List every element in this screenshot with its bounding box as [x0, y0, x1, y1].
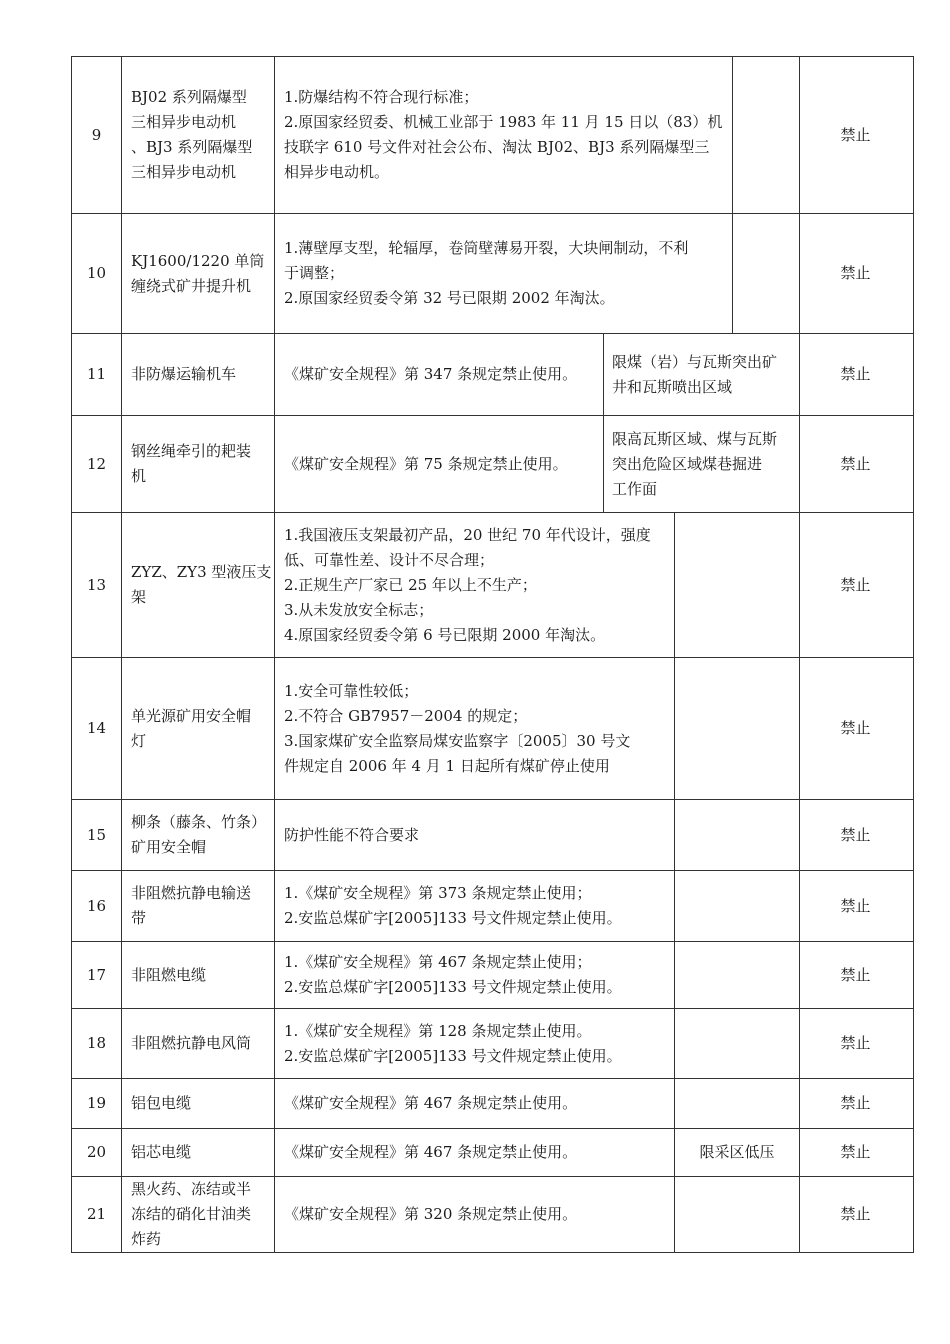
restriction-scope	[675, 942, 800, 1008]
status-label: 禁止	[840, 965, 871, 984]
status-label: 禁止	[840, 896, 871, 915]
restriction-scope	[675, 1009, 800, 1078]
ban-reason-line: 2.原国家经贸委、机械工业部于 1983 年 11 月 15 日以（83）机	[284, 113, 723, 131]
equipment-name-line: KJ1600/1220 单筒	[131, 251, 265, 270]
equipment-name-line: 冻结的硝化甘油类	[131, 1205, 252, 1223]
ban-reason	[275, 871, 675, 941]
table-row	[71, 334, 914, 416]
ban-reason-line: 1.《煤矿安全规程》第 373 条规定禁止使用；	[284, 884, 592, 902]
ban-reason-line: 3.国家煤矿安全监察局煤安监察字〔2005〕30 号文	[284, 731, 631, 750]
equipment-name-line: 三相异步电动机	[131, 163, 237, 181]
ban-reason	[275, 1009, 675, 1078]
equipment-name-line: 缠绕式矿井提升机	[131, 276, 252, 295]
ban-reason-line: 于调整；	[284, 264, 345, 282]
ban-reason-line: 2.安监总煤矿字[2005]133 号文件规定禁止使用。	[284, 1046, 622, 1065]
ban-reason	[275, 214, 733, 333]
restriction-scope	[675, 658, 800, 799]
status-label: 禁止	[840, 719, 871, 737]
equipment-name	[122, 214, 275, 333]
ban-reason-line: 《煤矿安全规程》第 467 条规定禁止使用。	[284, 1094, 578, 1112]
ban-reason	[275, 942, 675, 1008]
equipment-name	[122, 1177, 275, 1252]
row-number: 21	[72, 1177, 122, 1252]
equipment-name	[122, 800, 275, 870]
table-row	[71, 800, 914, 871]
equipment-name-line: 架	[131, 588, 147, 606]
restriction-scope	[675, 800, 800, 870]
ban-reason	[275, 334, 604, 415]
table-row	[71, 1129, 914, 1177]
ban-reason-line: 2.正规生产厂家已 25 年以上不生产；	[284, 575, 537, 594]
row-number: 14	[72, 658, 122, 799]
ban-reason	[275, 800, 675, 870]
restriction-scope	[733, 57, 800, 213]
ban-reason-line: 2.原国家经贸委令第 32 号已限期 2002 年淘汰。	[284, 289, 615, 307]
equipment-name-line: ZYZ、ZY3 型液压支	[131, 563, 272, 581]
ban-reason-line: 技联字 610 号文件对社会公布、淘汰 BJ02、BJ3 系列隔爆型三	[284, 138, 710, 156]
equipment-name	[122, 513, 275, 657]
ban-reason-line: 2.不符合 GB7957－2004 的规定；	[284, 706, 528, 725]
ban-reason	[275, 513, 675, 657]
equipment-name	[122, 658, 275, 799]
restriction-scope	[604, 334, 800, 415]
equipment-name-line: 矿用安全帽	[131, 838, 207, 856]
restriction-scope	[675, 1177, 800, 1252]
ban-reason-line: 1.《煤矿安全规程》第 128 条规定禁止使用。	[284, 1021, 592, 1040]
status-label: 禁止	[840, 825, 871, 844]
equipment-name	[122, 416, 275, 512]
equipment-name-line: 非阻燃抗静电输送	[131, 884, 252, 902]
equipment-name-line: 钢丝绳牵引的耙装	[131, 442, 252, 460]
row-number: 19	[72, 1079, 122, 1128]
equipment-name-line: 单光源矿用安全帽	[131, 706, 252, 725]
restriction-scope	[604, 416, 800, 512]
restriction-scope-line: 限采区低压	[699, 1143, 775, 1161]
table-row	[71, 658, 914, 800]
equipment-name-line: 铝包电缆	[131, 1094, 192, 1112]
ban-reason-line: 4.原国家经贸委令第 6 号已限期 2000 年淘汰。	[284, 625, 606, 644]
row-number: 12	[72, 416, 122, 512]
ban-reason-line: 3.从未发放安全标志；	[284, 600, 434, 619]
table-row	[71, 1079, 914, 1129]
ban-reason-line: 1.薄壁厚支型，轮辐厚，卷筒壁薄易开裂，大块闸制动，不利	[284, 239, 689, 257]
equipment-name-line: 非阻燃电缆	[131, 965, 207, 984]
ban-reason-line: 防护性能不符合要求	[284, 825, 420, 844]
equipment-name	[122, 334, 275, 415]
row-number: 9	[72, 57, 122, 213]
row-number: 17	[72, 942, 122, 1008]
ban-reason	[275, 1129, 675, 1176]
equipment-name-line: 灯	[131, 731, 147, 750]
status-label: 禁止	[840, 575, 871, 594]
equipment-ban-table	[71, 56, 914, 1253]
equipment-name-line: 非防爆运输机车	[131, 365, 237, 383]
status-label: 禁止	[840, 1143, 871, 1161]
status-label: 禁止	[840, 1094, 871, 1112]
equipment-name-line: 黑火药、冻结或半	[131, 1180, 252, 1198]
table-row	[71, 942, 914, 1009]
restriction-scope-line: 工作面	[612, 479, 658, 498]
status-label: 禁止	[840, 1205, 871, 1223]
ban-reason-line: 2.安监总煤矿字[2005]133 号文件规定禁止使用。	[284, 909, 622, 927]
row-number: 16	[72, 871, 122, 941]
row-number: 20	[72, 1129, 122, 1176]
table-row	[71, 214, 914, 334]
ban-reason-line: 1.《煤矿安全规程》第 467 条规定禁止使用；	[284, 953, 592, 971]
table-row	[71, 56, 914, 214]
ban-reason-line: 件规定自 2006 年 4 月 1 日起所有煤矿停止使用	[284, 756, 610, 775]
restriction-scope	[675, 1129, 800, 1176]
equipment-name-line: 非阻燃抗静电风筒	[131, 1034, 252, 1052]
row-number: 10	[72, 214, 122, 333]
equipment-name-line: 、BJ3 系列隔爆型	[131, 138, 253, 156]
ban-reason-line: 《煤矿安全规程》第 467 条规定禁止使用。	[284, 1143, 578, 1161]
ban-reason	[275, 1177, 675, 1252]
table-row	[71, 1177, 914, 1253]
ban-reason-line: 低、可靠性差、设计不尽合理；	[284, 550, 495, 569]
equipment-name	[122, 57, 275, 213]
restriction-scope-line: 限煤（岩）与瓦斯突出矿	[612, 352, 778, 371]
ban-reason-line: 1.防爆结构不符合现行标准；	[284, 88, 479, 106]
restriction-scope-line: 限高瓦斯区域、煤与瓦斯	[612, 429, 778, 448]
equipment-name-line: 炸药	[131, 1230, 162, 1248]
ban-reason-line: 1.我国液压支架最初产品，20 世纪 70 年代设计，强度	[284, 525, 651, 544]
status-label: 禁止	[840, 264, 871, 282]
equipment-name-line: 机	[131, 467, 147, 485]
row-number: 11	[72, 334, 122, 415]
equipment-name	[122, 942, 275, 1008]
equipment-name	[122, 1009, 275, 1078]
table-row	[71, 513, 914, 658]
restriction-scope	[675, 513, 800, 657]
row-number: 15	[72, 800, 122, 870]
equipment-name	[122, 1129, 275, 1176]
ban-reason	[275, 658, 675, 799]
equipment-name-line: 铝芯电缆	[131, 1143, 192, 1161]
restriction-scope	[675, 1079, 800, 1128]
equipment-name	[122, 1079, 275, 1128]
status-label: 禁止	[840, 365, 871, 383]
restriction-scope-line: 突出危险区域煤巷掘进	[612, 454, 763, 473]
equipment-name	[122, 871, 275, 941]
ban-reason-line: 相异步电动机。	[284, 163, 390, 181]
restriction-scope-line: 井和瓦斯喷出区域	[612, 377, 733, 396]
restriction-scope	[733, 214, 800, 333]
equipment-name-line: 带	[131, 909, 147, 927]
ban-reason-line: 《煤矿安全规程》第 347 条规定禁止使用。	[284, 365, 578, 383]
equipment-name-line: 三相异步电动机	[131, 113, 237, 131]
row-number: 18	[72, 1009, 122, 1078]
table-row	[71, 1009, 914, 1079]
status-label: 禁止	[840, 125, 871, 144]
ban-reason-line: 2.安监总煤矿字[2005]133 号文件规定禁止使用。	[284, 978, 622, 996]
status-label: 禁止	[840, 1034, 871, 1052]
status-label: 禁止	[840, 454, 871, 473]
ban-reason	[275, 1079, 675, 1128]
row-number: 13	[72, 513, 122, 657]
ban-reason	[275, 416, 604, 512]
ban-reason-line: 1.安全可靠性较低；	[284, 681, 419, 700]
ban-reason	[275, 57, 733, 213]
table-row	[71, 871, 914, 942]
equipment-name-line: BJ02 系列隔爆型	[131, 88, 247, 106]
equipment-name-line: 柳条（藤条、竹条）	[131, 813, 267, 831]
restriction-scope	[675, 871, 800, 941]
ban-reason-line: 《煤矿安全规程》第 320 条规定禁止使用。	[284, 1205, 578, 1223]
ban-reason-line: 《煤矿安全规程》第 75 条规定禁止使用。	[284, 454, 568, 473]
table-row	[71, 416, 914, 513]
